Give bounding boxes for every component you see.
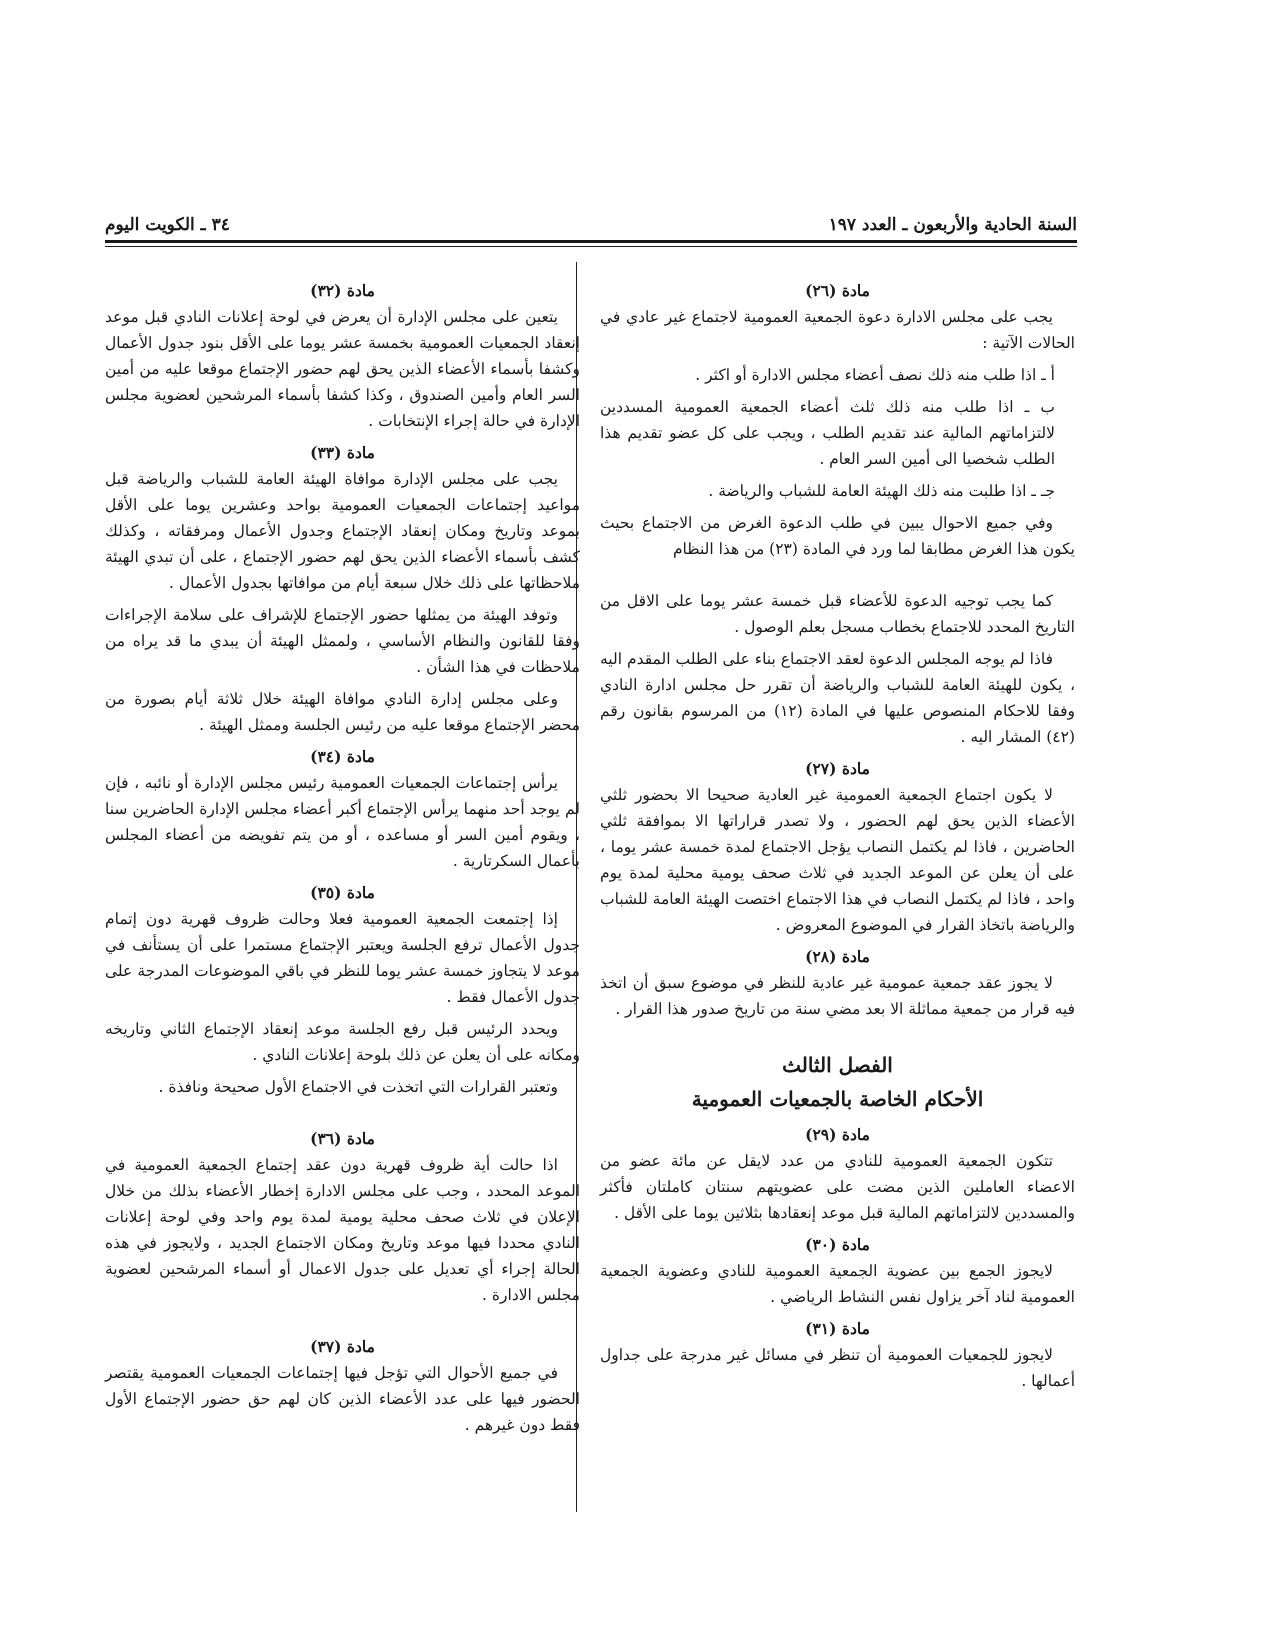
article-27-title: مادة (٢٧) bbox=[805, 759, 870, 778]
article-35-title: مادة (٣٥) bbox=[310, 883, 375, 902]
article-34-para-1: يرأس إجتماعات الجمعيات العمومية رئيس مجلس الإدارة أو نائبه ، فإن لم يوجد أحد منهما يرأس الإجتماع أكبر أعضاء مجلس الإدارة الحاضرين سنا ، ويقوم أمين السر أو مساعده ، أو من يتم تفويضه من أعضاء المجلس بأعمال السكرتارية . bbox=[105, 774, 580, 870]
chapter-subtitle: الأحكام الخاصة بالجمعيات العمومية bbox=[691, 1087, 984, 1111]
article-36-title: مادة (٣٦) bbox=[310, 1129, 375, 1148]
page-header bbox=[105, 205, 1077, 235]
chapter-number: الفصل الثالث bbox=[782, 1053, 893, 1077]
article-37-title: مادة (٣٧) bbox=[310, 1337, 375, 1356]
article-28-para-1: لا يجوز عقد جمعية عمومية غير عادية للنظر في موضوع سبق أن اتخذ فيه قرار من جمعية مماثلة الا بعد مضي سنة من تاريخ صدور هذا القرار . bbox=[600, 974, 1075, 1018]
article-34-title: مادة (٣٤) bbox=[310, 747, 375, 766]
header-rule-thin bbox=[105, 246, 1077, 247]
article-26-item-c: جـ ـ اذا طلبت منه ذلك الهيئة العامة للشباب والرياضة . bbox=[708, 482, 1055, 500]
article-29-para-1: تتكون الجمعية العمومية للنادي من عدد لايقل عن مائة عضو من الاعضاء العاملين الذين مضت على عضويتهم سنتان كاملتان فأكثر والمسددين لالتزاماتهم المالية قبل موعد إنعقادها بثلاثين يوما على الأقل . bbox=[600, 1152, 1075, 1222]
chapter-title bbox=[600, 1048, 1075, 1116]
article-33-para-1: يجب على مجلس الإدارة موافاة الهيئة العامة للشباب والرياضة قبل مواعيد إجتماعات الجمعيات العمومية بواحد وعشرين يوما على الأقل بموعد وتاريخ ومكان إنعقاد الإجتماع وجدول الأعمال ومرفقاته ، وكذلك كشف بأسماء الأعضاء الذين يحق لهم حضور الإجتماع ، على أن تبدي الهيئة ملاحظاتها على ذلك خلال سبعة أيام من موافاتها بجدول الأعمال . bbox=[105, 470, 580, 592]
spacer bbox=[105, 1106, 580, 1126]
article-28-title: مادة (٢٨) bbox=[805, 947, 870, 966]
left-column bbox=[105, 278, 580, 1444]
article-26-para-3: فاذا لم يوجه المجلس الدعوة لعقد الاجتماع بناء على الطلب المقدم اليه ، يكون للهيئة العامة للشباب والرياضة أن تقرر حل مجلس ادارة النادي وفقا للاحكام المنصوص عليها في المادة (١٢) من المرسوم بقانون رقم (٤٢) المشار اليه . bbox=[600, 650, 1075, 746]
article-35-para-1: إذا إجتمعت الجمعية العمومية فعلا وحالت ظروف قهرية دون إتمام جدول الأعمال ترفع الجلسة ويعتبر الإجتماع مستمرا على أن يستأنف في موعد لا يتجاوز خمسة عشر يوما للنظر في باقي الموضوعات المدرجة على جدول الأعمال فقط . bbox=[105, 910, 580, 1006]
spacer bbox=[600, 568, 1075, 588]
article-32-title: مادة (٣٢) bbox=[310, 281, 375, 300]
article-26-para-1: وفي جميع الاحوال يبين في طلب الدعوة الغرض من الاجتماع بحيث يكون هذا الغرض مطابقا لما ورد في المادة (٢٣) من هذا النظام bbox=[600, 514, 1075, 558]
article-35-para-2: ويحدد الرئيس قبل رفع الجلسة موعد إنعقاد الإجتماع الثاني وتاريخه ومكانه على أن يعلن عن ذلك بلوحة إعلانات النادي . bbox=[105, 1020, 580, 1064]
article-30-para-1: لايجوز الجمع بين عضوية الجمعية العمومية للنادي وعضوية الجمعية العمومية لناد آخر يزاول نفس النشاط الرياضي . bbox=[600, 1262, 1075, 1306]
article-37-para-1: في جميع الأحوال التي تؤجل فيها إجتماعات الجمعيات العمومية يقتصر الحضور فيها على عدد الأعضاء الذين كان لهم حق حضور الإجتماع الأول فقط دون غيرهم . bbox=[105, 1364, 580, 1434]
article-27-para-1: لا يكون اجتماع الجمعية العمومية غير العادية صحيحا الا بحضور ثلثي الأعضاء الذين يحق لهم الحضور ، ولا تصدر قراراتها الا بموافقة ثلثي الحاضرين ، فاذا لم يكتمل النصاب يؤجل الاجتماع لمدة خمسة عشر يوما ، على أن يعلن عن الموعد الجديد في ثلاث صحف يومية محلية لمدة يوم واحد ، فاذا لم يكتمل النصاب في هذا الاجتماع اختصت الهيئة العامة للشباب والرياضة باتخاذ القرار في الموضوع المعروض . bbox=[600, 786, 1075, 934]
article-26-title: مادة (٢٦) bbox=[805, 281, 870, 300]
right-column bbox=[600, 278, 1075, 1400]
article-29-title: مادة (٢٩) bbox=[805, 1125, 870, 1144]
header-rule-thick bbox=[105, 240, 1077, 243]
article-33-para-2: وتوفد الهيئة من يمثلها حضور الإجتماع للإشراف على سلامة الإجراءات وفقا للقانون والنظام الأساسي ، ولممثل الهيئة أن يبدي ما قد يراه من ملاحظات في هذا الشأن . bbox=[105, 606, 580, 676]
article-30-title: مادة (٣٠) bbox=[805, 1235, 870, 1254]
article-26-item-b: ب ـ اذا طلب منه ذلك ثلث أعضاء الجمعية العمومية المسددين لالتزاماتهم المالية عند تقديم الطلب ، ويجب على كل عضو تقديم هذا الطلب شخصيا الى أمين السر العام . bbox=[600, 398, 1055, 468]
article-26-para-2: كما يجب توجيه الدعوة للأعضاء قبل خمسة عشر يوما على الاقل من التاريخ المحدد للاجتماع بخطاب مسجل بعلم الوصول . bbox=[600, 592, 1075, 636]
article-33-para-3: وعلى مجلس إدارة النادي موافاة الهيئة خلال ثلاثة أيام بصورة من محضر الإجتماع موقعا عليه من رئيس الجلسة وممثل الهيئة . bbox=[105, 690, 580, 734]
page-title: ٣٤ ـ الكويت اليوم bbox=[105, 215, 230, 235]
spacer bbox=[105, 1314, 580, 1334]
article-31-para-1: لايجوز للجمعيات العمومية أن تنظر في مسائل غير مدرجة على جداول أعمالها . bbox=[600, 1346, 1075, 1390]
article-31-title: مادة (٣١) bbox=[805, 1319, 870, 1338]
article-26-intro: يجب على مجلس الادارة دعوة الجمعية العمومية لاجتماع غير عادي في الحالات الآتية : bbox=[600, 308, 1075, 352]
article-36-para-1: اذا حالت أية ظروف قهرية دون عقد إجتماع الجمعية العمومية في الموعد المحدد ، وجب على مجلس الادارة إخطار الأعضاء بذلك من خلال الإعلان في ثلاث صحف محلية يومية لمدة يوم واحد وفي لوحة إعلانات النادي محددا فيها موعد وتاريخ ومكان الاجتماع الجديد ، ولايجوز في هذه الحالة إجراء أي تعديل على جدول الاعمال أو أسماء المرشحين لعضوية مجلس الادارة . bbox=[105, 1156, 580, 1304]
issue-info: السنة الحادية والأربعون ـ العدد ١٩٧ bbox=[828, 215, 1077, 235]
article-26-item-a: أ ـ اذا طلب منه ذلك نصف أعضاء مجلس الادارة أو اكثر . bbox=[695, 366, 1055, 384]
article-32-para-1: يتعين على مجلس الإدارة أن يعرض في لوحة إعلانات النادي قبل موعد إنعقاد الجمعيات العمومية بخمسة عشر يوما على الأقل بنود جدول الأعمال وكشفا بأسماء الأعضاء الذين يحق لهم حضور الإجتماع موقعا عليه من أمين السر العام وأمين الصندوق ، وكذا كشفا بأسماء المرشحين لعضوية مجلس الإدارة في حالة إجراء الإنتخابات . bbox=[105, 308, 580, 430]
article-33-title: مادة (٣٣) bbox=[310, 443, 375, 462]
article-35-para-3: وتعتبر القرارات التي اتخذت في الاجتماع الأول صحيحة ونافذة . bbox=[158, 1078, 558, 1096]
